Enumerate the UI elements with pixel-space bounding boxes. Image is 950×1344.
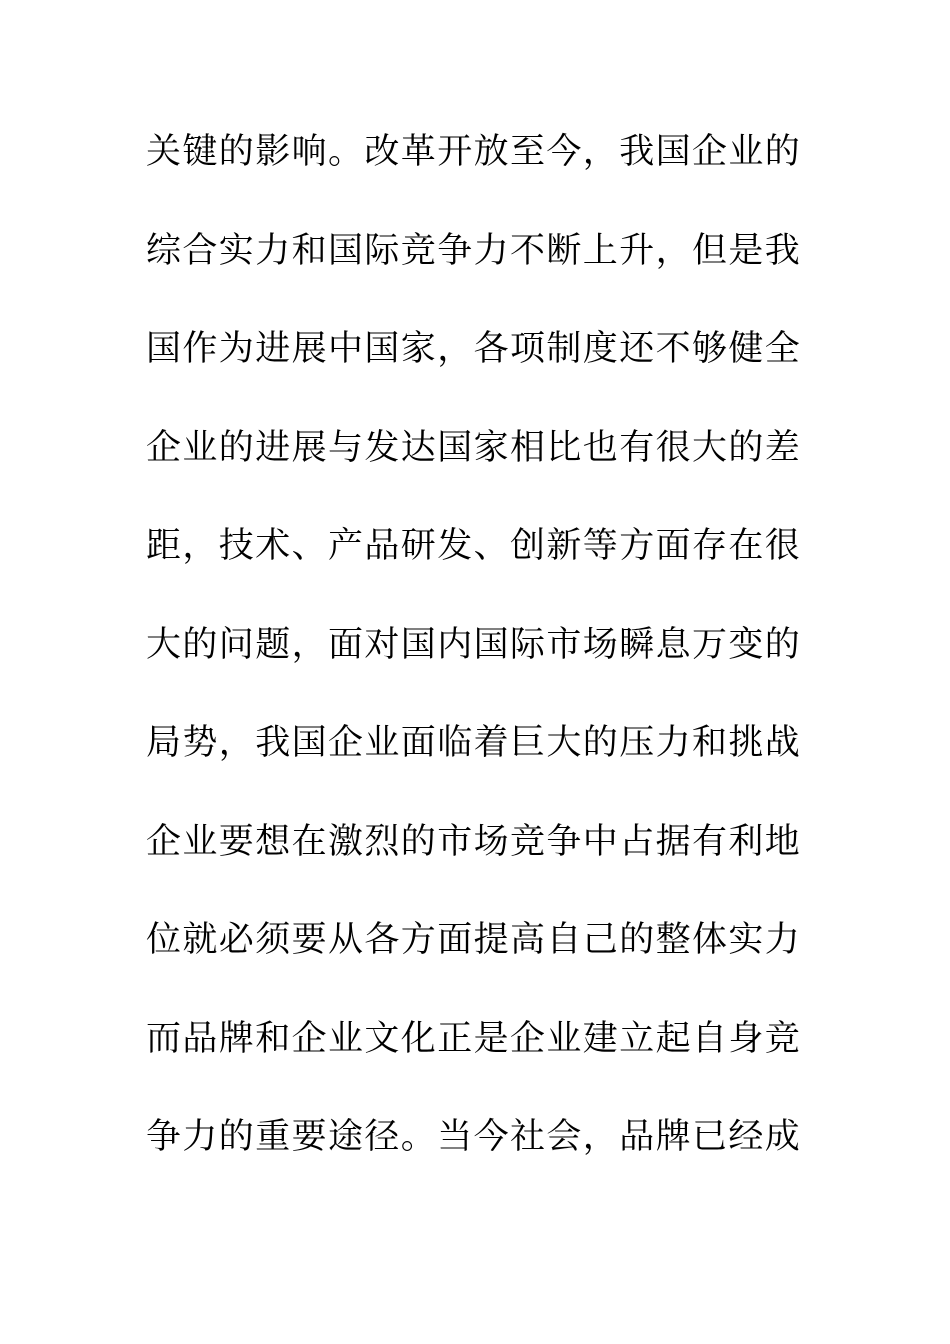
text-line: 企业要想在激烈的市场竞争中占据有利地	[146, 821, 802, 862]
text-line: 位就必须要从各方面提高自己的整体实力	[146, 920, 802, 960]
text-line: 而品牌和企业文化正是企业建立起自身竞	[146, 1018, 802, 1059]
text-line: 国作为进展中国家，各项制度还不够健全	[146, 329, 802, 369]
text-line: 企业的进展与发达国家相比也有很大的差	[146, 427, 802, 468]
body-text	[146, 122, 826, 1206]
text-line: 关键的影响。改革开放至今，我国企业的	[146, 132, 802, 172]
text-line: 局势，我国企业面临着巨大的压力和挑战	[146, 723, 802, 763]
text-line: 大的问题，面对国内国际市场瞬息万变的	[146, 624, 802, 665]
text-line: 争力的重要途径。当今社会，品牌已经成	[146, 1117, 802, 1157]
text-line: 综合实力和国际竞争力不断上升，但是我	[146, 230, 802, 271]
text-line: 距，技术、产品研发、创新等方面存在很	[146, 526, 802, 566]
